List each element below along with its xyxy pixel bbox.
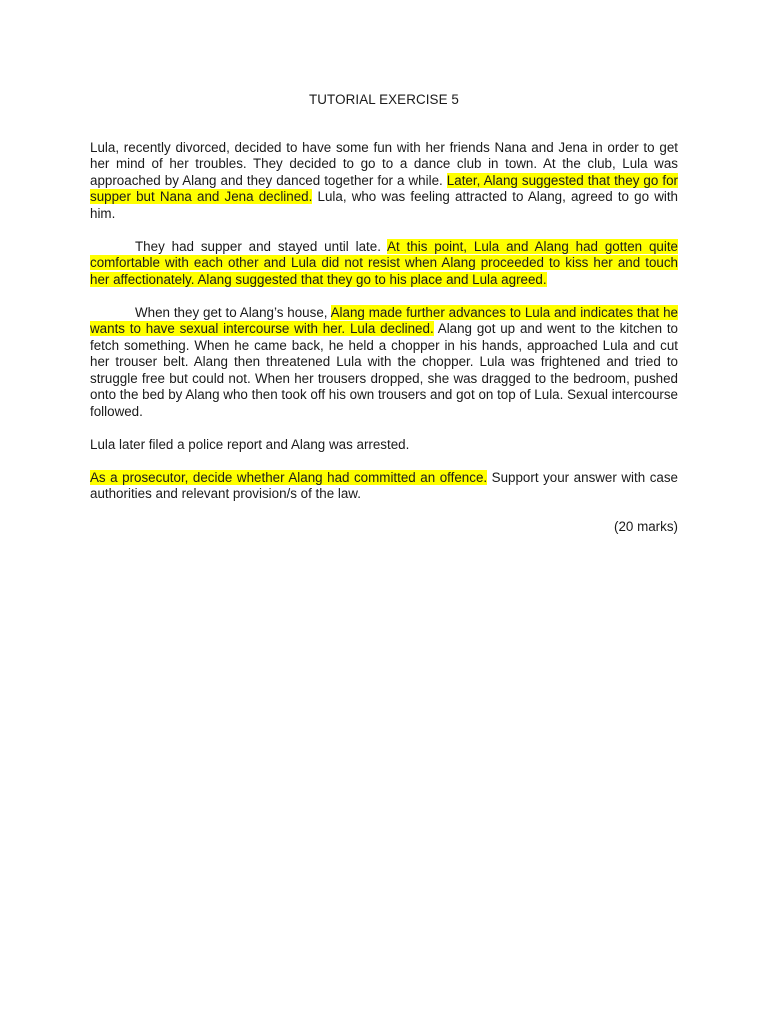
paragraph-1-text-2: Lula, who was feeling attracted to Alang, agreed to go with him. bbox=[90, 189, 679, 221]
paragraph-3-text-1: When they get to Alang’s house, bbox=[135, 304, 331, 320]
marks-label: (20 marks) bbox=[614, 519, 678, 534]
paragraph-3-text-2: Alang got up and went to the kitchen to fetch something. When he came back, he held a chopper in his hands, approached Lula and cut her trouser belt. Alang then threatened Lula with the chopper. Lula was frightened and tried to struggle free but could not. When her trousers dropped, she was dragged to the bedroom, pushed onto the bed by Alang who then took off his own trousers and got on top of Lula. Sexual intercourse followed. bbox=[90, 321, 678, 419]
paragraph-1 bbox=[90, 140, 678, 223]
paragraph-3 bbox=[90, 305, 678, 421]
paragraph-3-highlight-1: Alang made further advances to Lula and indicates that he wants to have sexual intercourse with her. Lula declined. bbox=[90, 304, 678, 336]
paragraph-5-highlight-1: As a prosecutor, decide whether Alang had committed an offence. bbox=[90, 469, 488, 485]
document-title: TUTORIAL EXERCISE 5 bbox=[309, 92, 459, 107]
paragraph-2-text-1: They had supper and stayed until late. bbox=[135, 238, 388, 254]
paragraph-4-text-1: Lula later filed a police report and Alang was arrested. bbox=[90, 436, 410, 452]
paragraph-5-text-1: Support your answer with case authorities and relevant provision/s of the law. bbox=[90, 469, 678, 501]
paragraph-1-highlight-1: Later, Alang suggested that they go for supper but Nana and Jena declined. bbox=[90, 172, 678, 204]
paragraph-2 bbox=[90, 239, 678, 289]
paragraph-4 bbox=[90, 437, 678, 454]
paragraph-1-text-1: Lula, recently divorced, decided to have some fun with her friends Nana and Jena in order to get her mind of her troubles. They decided to go to a dance club in town. At the club, Lula was approached by Alang and they danced together for a while. bbox=[90, 139, 678, 188]
document-content bbox=[90, 92, 678, 536]
paragraph-2-highlight-1: At this point, Lula and Alang had gotten quite comfortable with each other and Lula did not resist when Alang proceeded to kiss her and touch her affectionately. Alang suggested that they go to his place and Lula agreed. bbox=[90, 238, 678, 287]
paragraph-5 bbox=[90, 470, 678, 503]
